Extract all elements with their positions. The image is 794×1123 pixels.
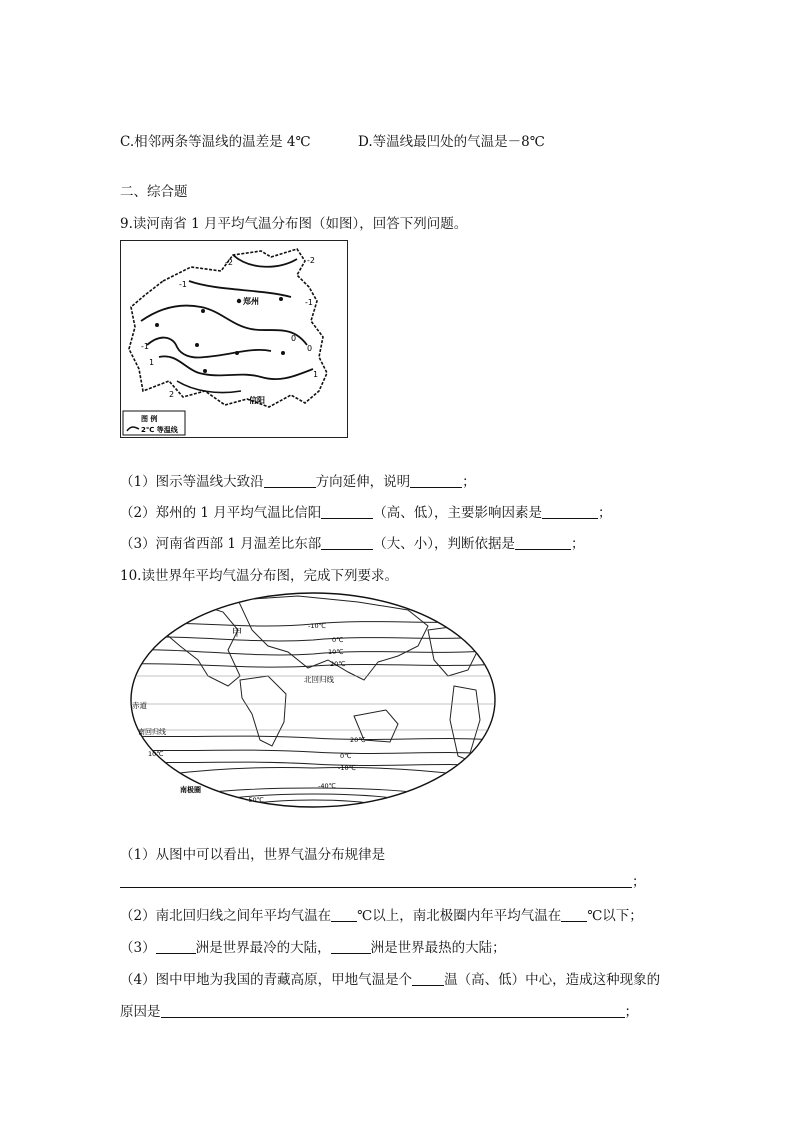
answer-blank[interactable] — [515, 535, 571, 550]
isotherm-label: 0 — [307, 344, 313, 353]
isotherm-label: 0 — [291, 334, 297, 343]
answer-blank[interactable] — [156, 939, 196, 954]
isotherm-label: 20℃ — [330, 660, 346, 668]
section-title: 二、综合题 — [120, 184, 188, 200]
isotherm-label: -1 — [141, 342, 149, 351]
answer-blank[interactable] — [321, 535, 373, 550]
option-c: C.相邻两条等温线的温差是 4℃ — [120, 134, 311, 150]
isotherm-label: -2 — [225, 258, 233, 267]
henan-temperature-map — [120, 240, 348, 438]
answer-blank[interactable] — [161, 1003, 625, 1018]
answer-blank[interactable] — [410, 473, 462, 488]
q10-sub2: （2）南北回归线之间年平均气温在 ℃以上，南北极圈内年平均气温在 ℃以下； — [120, 908, 643, 924]
q10-sub4-cont: 原因是 ； — [120, 1004, 638, 1020]
option-d: D.等温线最凹处的气温是－8℃ — [358, 134, 545, 150]
isotherm-label: 20℃ — [350, 736, 366, 744]
legend-title: 图 例 — [141, 415, 158, 423]
isotherm-label: -2 — [307, 256, 315, 265]
world-temperature-map — [128, 590, 498, 810]
q10-sub4: （4）图中甲地为我国的青藏高原，甲地气温是个 温（高、低）中心，造成这种现象的 — [120, 972, 661, 988]
q10-sub3: （3） 洲是世界最冷的大陆， 洲是世界最热的大陆； — [120, 940, 506, 956]
answer-blank[interactable] — [331, 939, 371, 954]
isotherm-label: -50℃ — [246, 796, 264, 804]
isotherm-label: 0℃ — [340, 752, 352, 760]
answer-blank[interactable] — [120, 873, 632, 888]
label-jia: 甲 — [232, 628, 242, 639]
answer-blank[interactable] — [561, 907, 587, 922]
isotherm-label: -1 — [179, 280, 187, 289]
isotherm-label: 10℃ — [328, 648, 344, 656]
legend-item: 2℃ 等温线 — [141, 426, 178, 434]
q10-sub1: （1）从图中可以看出，世界气温分布规律是 — [120, 847, 386, 863]
isotherm-label: 0℃ — [332, 636, 344, 644]
label-equator: 赤道 — [132, 701, 147, 710]
isotherm-label: -10℃ — [308, 622, 326, 630]
q10-sub1-answer-line: ； — [120, 870, 646, 890]
answer-blank[interactable] — [264, 473, 316, 488]
isotherm-label: 10℃ — [148, 750, 164, 758]
q9-sub2: （2）郑州的 1 月平均气温比信阳 （高、低），主要影响因素是 ； — [120, 505, 612, 521]
city-xinyang: 信阳 — [249, 396, 265, 405]
q9-sub3: （3）河南省西部 1 月温差比东部 （大、小），判断依据是 ； — [120, 536, 585, 552]
label-tropic-south: 南回归线 — [138, 728, 166, 736]
isotherm-label: -10℃ — [338, 764, 356, 772]
isotherm-label: -40℃ — [318, 782, 336, 790]
isotherm-label: 1 — [149, 358, 155, 367]
isotherm-label: 1 — [313, 370, 319, 379]
answer-blank[interactable] — [542, 504, 598, 519]
q9-sub1: （1）图示等温线大致沿 方向延伸，说明 ； — [120, 474, 476, 490]
label-antarctic-circle: 南极圈 — [180, 786, 201, 794]
answer-blank[interactable] — [412, 971, 444, 986]
answer-blank[interactable] — [321, 504, 373, 519]
isotherm-label: 2 — [169, 390, 175, 399]
q10-stem: 10.读世界年平均气温分布图，完成下列要求。 — [120, 568, 398, 584]
city-zhengzhou: 郑州 — [243, 297, 259, 306]
answer-blank[interactable] — [331, 907, 357, 922]
label-tropic-north: 北回归线 — [304, 675, 334, 684]
isotherm-label: -1 — [305, 298, 313, 307]
q9-stem: 9.读河南省 1 月平均气温分布图（如图），回答下列问题。 — [120, 216, 468, 232]
